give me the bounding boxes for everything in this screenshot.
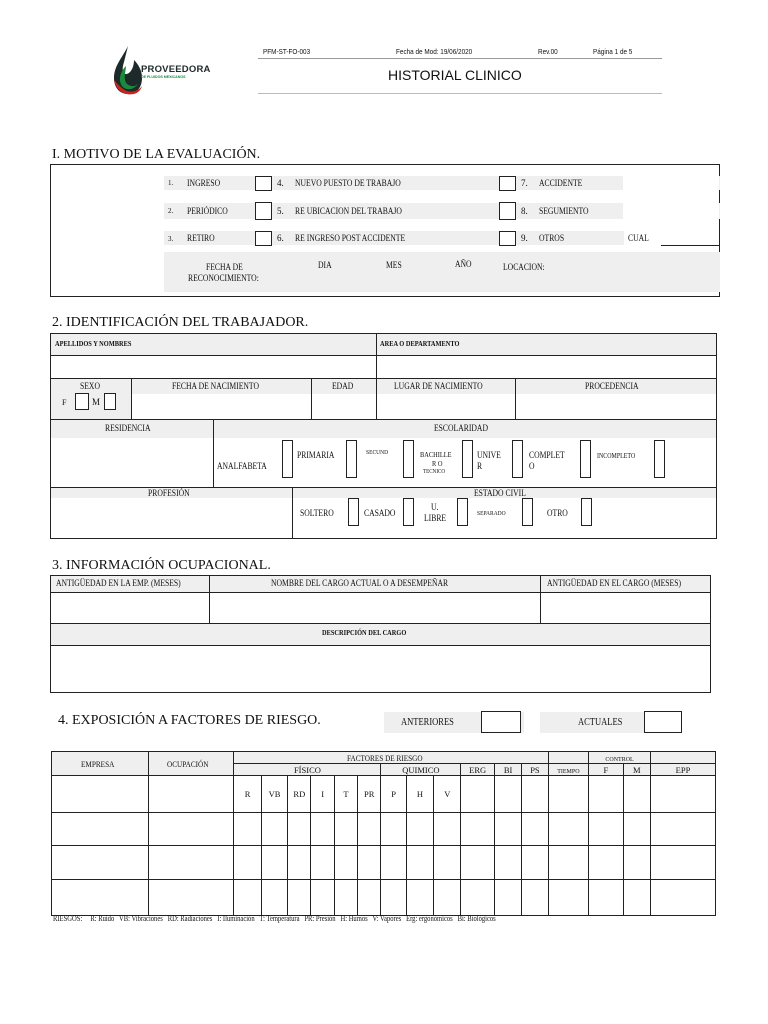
table-cell[interactable] bbox=[623, 813, 650, 846]
table-cell[interactable] bbox=[650, 813, 715, 846]
table-cell[interactable] bbox=[494, 776, 521, 813]
option-number: 9. bbox=[521, 233, 528, 243]
table-cell[interactable] bbox=[494, 813, 521, 846]
estado-civil-label: ESTADO CIVIL bbox=[474, 488, 526, 498]
cual-input[interactable] bbox=[661, 245, 719, 246]
s1-white-col bbox=[623, 176, 719, 190]
table-cell[interactable] bbox=[149, 880, 234, 916]
table-cell[interactable] bbox=[522, 846, 548, 880]
code-i: I bbox=[311, 776, 334, 813]
logo-main-text: PROVEEDORA bbox=[141, 64, 211, 75]
cargo-input[interactable] bbox=[209, 592, 541, 624]
factores-header: FACTORES DE RIESGO bbox=[234, 752, 548, 764]
table-cell[interactable] bbox=[52, 880, 149, 916]
option-label-reingreso: RE INGRESO POST ACCIDENTE bbox=[295, 233, 406, 243]
descripcion-input[interactable] bbox=[50, 645, 711, 693]
code-r: R bbox=[234, 776, 261, 813]
anteriores-label: ANTERIORES bbox=[401, 717, 454, 728]
table-cell[interactable] bbox=[52, 813, 149, 846]
table-cell[interactable] bbox=[623, 880, 650, 916]
fecha-nac-label: FECHA DE NACIMIENTO bbox=[172, 381, 259, 391]
civil-ulibre-label-1: U. bbox=[431, 502, 439, 512]
table-cell[interactable] bbox=[311, 880, 334, 916]
table-cell[interactable] bbox=[334, 846, 357, 880]
table-cell[interactable] bbox=[434, 846, 461, 880]
checkbox-reingreso[interactable] bbox=[499, 231, 516, 246]
table-cell[interactable] bbox=[461, 880, 494, 916]
civil-separado-label: SEPARADO bbox=[477, 510, 506, 517]
esc-secund-label: SECUND bbox=[366, 449, 389, 456]
checkbox-actuales[interactable] bbox=[644, 711, 682, 733]
code-t: T bbox=[334, 776, 357, 813]
esc-bach-label-3: TECNICO bbox=[423, 469, 446, 475]
esc-complet-label-2: O bbox=[529, 461, 535, 471]
apellidos-input[interactable] bbox=[50, 355, 377, 379]
checkbox-anteriores[interactable] bbox=[481, 711, 521, 733]
checkbox-union-libre[interactable] bbox=[457, 498, 468, 526]
ocupacion-header: OCUPACIÓN bbox=[149, 752, 234, 776]
checkbox-otro[interactable] bbox=[581, 498, 592, 526]
checkbox-nuevo-puesto[interactable] bbox=[499, 176, 516, 191]
table-cell[interactable] bbox=[434, 813, 461, 846]
civil-otro-label: OTRO bbox=[547, 508, 568, 518]
table-cell[interactable] bbox=[334, 813, 357, 846]
table-cell[interactable] bbox=[234, 846, 261, 880]
checkbox-reubicacion[interactable] bbox=[499, 202, 516, 220]
option-label-otros: OTROS bbox=[539, 233, 565, 243]
locacion-label: LOCACION: bbox=[503, 262, 545, 272]
fisico-header: FÍSICO bbox=[234, 764, 381, 776]
section-4-title: 4. EXPOSICIÓN A FACTORES DE RIESGO. bbox=[58, 713, 321, 728]
checkbox-primaria[interactable] bbox=[346, 440, 357, 478]
dia-label: DIA bbox=[318, 260, 332, 270]
checkbox-periodico[interactable] bbox=[255, 202, 272, 220]
checkbox-retiro[interactable] bbox=[255, 231, 272, 246]
risk-legend: RIESGOS: R: Ruido VB: Vibraciones RD: Radiaciones I: Iluminación T: Temperatura PR: Presión H: Humos V: Vapores Erg: ergonómicos Bi: Biológicos bbox=[53, 914, 496, 923]
table-cell[interactable] bbox=[406, 813, 433, 846]
ps-header: PS bbox=[522, 764, 548, 776]
cargo-label: NOMBRE DEL CARGO ACTUAL O A DESEMPEÑAR bbox=[271, 578, 449, 588]
code-p: P bbox=[381, 776, 406, 813]
table-cell[interactable] bbox=[288, 880, 311, 916]
table-cell[interactable] bbox=[548, 776, 589, 813]
fecha-label-line1: FECHA DE bbox=[206, 262, 243, 272]
table-cell[interactable] bbox=[461, 776, 494, 813]
option-label-accidente: ACCIDENTE bbox=[539, 178, 583, 188]
control-f-header: F bbox=[589, 764, 623, 776]
code-pr: PR bbox=[358, 776, 381, 813]
table-cell[interactable] bbox=[650, 846, 715, 880]
civil-ulibre-label-2: LIBRE bbox=[424, 513, 447, 523]
apellidos-label: APELLIDOS Y NOMBRES bbox=[55, 339, 132, 348]
tiempo-header: TIEMPO bbox=[548, 764, 589, 776]
residencia-label: RESIDENCIA bbox=[105, 423, 151, 433]
option-label-seguimiento: SEGUMIENTO bbox=[539, 206, 589, 216]
antig-cargo-input[interactable] bbox=[540, 592, 711, 624]
table-cell[interactable] bbox=[358, 880, 381, 916]
option-number: 5. bbox=[277, 206, 284, 216]
table-row bbox=[52, 813, 716, 846]
table-cell[interactable] bbox=[650, 880, 715, 916]
doc-code: PFM-ST-FO-003 bbox=[263, 47, 311, 56]
table-cell[interactable] bbox=[494, 880, 521, 916]
procedencia-label: PROCEDENCIA bbox=[585, 381, 639, 391]
esc-univ-label-2: R bbox=[477, 461, 483, 471]
code-vb: VB bbox=[261, 776, 287, 813]
revision: Rev.00 bbox=[538, 47, 558, 56]
lugar-nac-label: LUGAR DE NACIMIENTO bbox=[394, 381, 483, 391]
table-cell[interactable] bbox=[548, 880, 589, 916]
option-label-retiro: RETIRO bbox=[187, 233, 215, 243]
esc-univ-label-1: UNIVE bbox=[477, 450, 501, 460]
anio-label: AÑO bbox=[455, 259, 472, 269]
edad-label: EDAD bbox=[332, 381, 354, 391]
antig-emp-input[interactable] bbox=[50, 592, 210, 624]
epp-header-top bbox=[650, 752, 715, 764]
fecha-label-line2: RECONOCIMIENTO: bbox=[188, 273, 259, 283]
risk-factors-table bbox=[51, 751, 716, 916]
table-cell[interactable] bbox=[381, 846, 406, 880]
esc-primaria-label: PRIMARIA bbox=[297, 450, 335, 460]
sexo-f-label: F bbox=[62, 398, 67, 407]
sexo-m-label: M bbox=[92, 397, 101, 407]
table-cell[interactable] bbox=[52, 776, 149, 813]
option-number: 8. bbox=[521, 206, 528, 216]
table-cell[interactable] bbox=[358, 813, 381, 846]
area-input[interactable] bbox=[376, 355, 717, 379]
table-cell[interactable] bbox=[406, 846, 433, 880]
option-label-nuevo-puesto: NUEVO PUESTO DE TRABAJO bbox=[295, 178, 401, 188]
s1-white-col bbox=[623, 203, 719, 219]
sexo-label: SEXO bbox=[80, 381, 100, 391]
table-cell[interactable] bbox=[288, 846, 311, 880]
bi-header: BI bbox=[494, 764, 521, 776]
table-cell[interactable] bbox=[522, 776, 548, 813]
mod-date: Fecha de Mod: 19/06/2020 bbox=[396, 47, 473, 56]
page-number: Página 1 de 5 bbox=[593, 47, 633, 56]
descripcion-label: DESCRIPCIÓN DEL CARGO bbox=[322, 628, 407, 637]
table-cell[interactable] bbox=[522, 813, 548, 846]
option-number: 2. bbox=[168, 207, 174, 215]
logo-sub-text: DE FLUIDOS MEXICANOS bbox=[141, 75, 186, 79]
quimico-header: QUIMICO bbox=[381, 764, 461, 776]
table-cell[interactable] bbox=[234, 813, 261, 846]
empresa-header: EMPRESA bbox=[52, 752, 149, 776]
checkbox-casado[interactable] bbox=[403, 498, 414, 526]
checkbox-universitario[interactable] bbox=[512, 440, 523, 478]
table-cell[interactable] bbox=[548, 813, 589, 846]
code-v: V bbox=[434, 776, 461, 813]
esc-complet-label-1: COMPLET bbox=[529, 450, 565, 460]
profesion-label: PROFESIÓN bbox=[148, 488, 190, 498]
table-cell[interactable] bbox=[311, 846, 334, 880]
antig-emp-label: ANTIGÜEDAD EN LA EMP. (MESES) bbox=[56, 578, 181, 588]
table-cell[interactable] bbox=[548, 846, 589, 880]
code-h: H bbox=[406, 776, 433, 813]
section-1-title: I. MOTIVO DE LA EVALUACIÓN. bbox=[52, 147, 261, 162]
table-cell[interactable] bbox=[461, 813, 494, 846]
escolaridad-label: ESCOLARIDAD bbox=[434, 423, 488, 433]
code-rd: RD bbox=[288, 776, 311, 813]
table-cell[interactable] bbox=[261, 846, 287, 880]
mes-label: MES bbox=[386, 260, 402, 270]
actuales-label: ACTUALES bbox=[578, 717, 623, 728]
table-cell[interactable] bbox=[406, 880, 433, 916]
option-number: 1. bbox=[168, 179, 174, 187]
esc-bach-label-2: R O bbox=[432, 459, 443, 468]
option-number: 6. bbox=[277, 233, 284, 243]
table-cell[interactable] bbox=[650, 776, 715, 813]
erg-header: ERG bbox=[461, 764, 494, 776]
table-cell[interactable] bbox=[358, 846, 381, 880]
company-logo bbox=[108, 44, 218, 100]
section-3-title: 3. INFORMACIÓN OCUPACIONAL. bbox=[52, 558, 271, 573]
checkbox-secundaria[interactable] bbox=[403, 440, 414, 478]
table-cell[interactable] bbox=[311, 813, 334, 846]
table-cell[interactable] bbox=[494, 846, 521, 880]
table-cell[interactable] bbox=[261, 880, 287, 916]
checkbox-sexo-f[interactable] bbox=[75, 393, 89, 410]
table-cell[interactable] bbox=[589, 813, 623, 846]
civil-casado-label: CASADO bbox=[364, 508, 396, 518]
option-label-reubicacion: RE UBICACION DEL TRABAJO bbox=[295, 206, 402, 216]
option-label-periodico: PERIÓDICO bbox=[187, 206, 228, 216]
checkbox-sexo-m[interactable] bbox=[104, 393, 116, 410]
table-row bbox=[52, 880, 716, 916]
table-cell[interactable] bbox=[52, 846, 149, 880]
header-line-bottom bbox=[258, 93, 662, 94]
option-number: 3. bbox=[168, 235, 174, 243]
table-cell[interactable] bbox=[589, 846, 623, 880]
header-line-top bbox=[258, 58, 662, 59]
table-cell[interactable] bbox=[234, 880, 261, 916]
table-cell[interactable] bbox=[623, 776, 650, 813]
section-2-title: 2. IDENTIFICACIÓN DEL TRABAJADOR. bbox=[52, 315, 309, 330]
table-cell[interactable] bbox=[434, 880, 461, 916]
checkbox-bachiller[interactable] bbox=[462, 440, 473, 478]
checkbox-ingreso[interactable] bbox=[255, 176, 272, 191]
table-cell[interactable] bbox=[522, 880, 548, 916]
table-cell[interactable] bbox=[261, 813, 287, 846]
esc-bach-label-1: BACHILLE bbox=[420, 450, 452, 459]
page-title: HISTORIAL CLINICO bbox=[388, 67, 522, 83]
option-number: 4. bbox=[277, 178, 284, 188]
table-cell[interactable] bbox=[461, 846, 494, 880]
checkbox-incompleto[interactable] bbox=[654, 440, 665, 478]
option-label-ingreso: INGRESO bbox=[187, 178, 221, 188]
table-cell[interactable] bbox=[149, 776, 234, 813]
epp-header: EPP bbox=[650, 764, 715, 776]
tiempo-header-top bbox=[548, 752, 589, 764]
esc-incompleto-label: INCOMPLETO bbox=[597, 452, 636, 460]
s1-band-fecha bbox=[164, 252, 720, 292]
antig-cargo-label: ANTIGÜEDAD EN EL CARGO (MESES) bbox=[547, 578, 682, 588]
table-cell[interactable] bbox=[589, 880, 623, 916]
table-cell[interactable] bbox=[288, 813, 311, 846]
table-cell[interactable] bbox=[381, 880, 406, 916]
civil-soltero-label: SOLTERO bbox=[300, 508, 334, 518]
table-row bbox=[52, 846, 716, 880]
control-m-header: M bbox=[623, 764, 650, 776]
checkbox-soltero[interactable] bbox=[348, 498, 359, 526]
table-cell[interactable] bbox=[334, 880, 357, 916]
area-label: AREA O DEPARTAMENTO bbox=[380, 339, 460, 348]
cual-label: CUAL bbox=[628, 233, 649, 243]
checkbox-analfabeta[interactable] bbox=[282, 440, 293, 478]
control-header: CONTROL bbox=[589, 752, 651, 764]
checkbox-separado[interactable] bbox=[522, 498, 533, 526]
table-cell[interactable] bbox=[381, 813, 406, 846]
table-cell[interactable] bbox=[149, 846, 234, 880]
option-number: 7. bbox=[521, 178, 528, 188]
table-cell[interactable] bbox=[623, 846, 650, 880]
table-cell[interactable] bbox=[149, 813, 234, 846]
esc-analfabeta-label: ANALFABETA bbox=[217, 461, 267, 471]
checkbox-completo[interactable] bbox=[580, 440, 591, 478]
table-cell[interactable] bbox=[589, 776, 623, 813]
